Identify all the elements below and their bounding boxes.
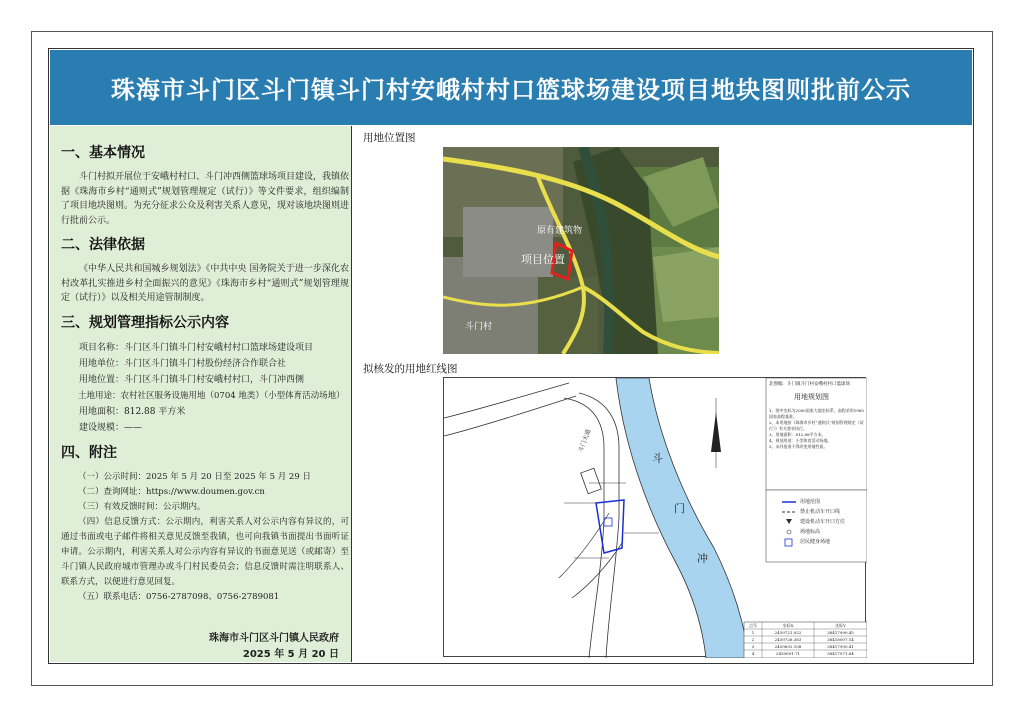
river-char: 冲 <box>697 552 708 565</box>
indicator-item: 用地单位：斗门区斗门镇斗门村股份经济合作联合社 <box>79 358 287 369</box>
legend-note: 3、用地面积：812.88平方米。 <box>769 432 826 437</box>
section-legal-text: 《中华人民共和国城乡规划法》《中共中央 国务院关于进一步深化农村改革扎实推进乡村全面振兴的意见》《珠海市乡村“通则式”规划管理规定（试行）》以及相关用途管制制度。 <box>61 264 349 303</box>
legend-item: 建设机动车开口方位 <box>800 519 846 525</box>
notice-text-panel <box>50 126 352 662</box>
indicator-item: 建设规模：—— <box>79 422 143 433</box>
legend-note: 1、图中坐标为2000国家大地坐标系，高程采用1985国家高程基准。 <box>769 408 864 419</box>
river-area <box>616 378 749 658</box>
note-item: （一）公示时间：2025 年 5 月 20 日至 2025 年 5 月 29 日 <box>78 471 311 482</box>
redline-map-label: 拟核发的用地红线图 <box>363 363 458 375</box>
note-item: （三）有效反馈时间：公示期内。 <box>78 501 206 512</box>
coordinate-table <box>744 622 867 657</box>
section-indicators-heading: 三、规划管理指标公示内容 <box>61 314 229 331</box>
legend-note: 4、规划用途：小型体育活动场地。 <box>769 438 832 443</box>
table-row: 4 2459691.71 38417971.64 <box>751 651 854 656</box>
legend-item: 居民健身场地 <box>800 539 831 545</box>
signature-date: 2025 年 5 月 20 日 <box>242 649 339 660</box>
legend-item: 禁止机动车开口线 <box>800 509 841 515</box>
indicator-item: 用地位置：斗门区斗门镇斗门村安峨村村口，斗门冲西侧 <box>79 374 305 385</box>
indicator-item: 土地用途：农村社区服务设施用地（0704 地类）（小型体育活动场地） <box>78 390 345 401</box>
page-title: 珠海市斗门区斗门镇斗门村安峨村村口篮球场建设项目地块图则批前公示 <box>111 76 911 104</box>
note-item: （五）联系电话：0756-2787098、0756-2789081 <box>78 591 280 602</box>
site-boundary <box>596 500 624 553</box>
location-map-label: 用地位置图 <box>363 132 416 144</box>
legend-note: 2、本用地按《珠海市乡村“通则式”规划管理规定（试行）》有关要求执行。 <box>769 420 864 431</box>
location-map <box>443 147 719 354</box>
table-row: 1 2459721.922 38417990.45 <box>751 630 854 635</box>
legend-items <box>800 497 845 547</box>
legend-header: 北图幅：斗门镇斗门村安峨村村口篮球场 <box>769 382 850 387</box>
table-row: 点号 坐标X 坐标Y <box>749 623 846 628</box>
building-label: 原有建筑物 <box>537 226 583 236</box>
project-label: 项目位置 <box>521 253 565 266</box>
table-row: 3 2459692.108 38417990.41 <box>751 644 854 649</box>
river-char: 门 <box>674 502 685 515</box>
title-banner <box>50 50 972 125</box>
road-label: 斗门大道 <box>577 428 593 454</box>
legend-note: 5、未经批准不得改变用地性质。 <box>769 444 828 449</box>
signature-block <box>209 631 339 663</box>
legend-item: 用地范围 <box>800 499 821 505</box>
section-notes-heading: 四、附注 <box>61 444 117 461</box>
redline-map <box>443 377 866 657</box>
section-basic-text: 斗门村拟开展位于安峨村村口、斗门冲西侧篮球场项目建设，我镇依据《珠海市乡村“通则式”规划管理规定（试行）》等文件要求，组织编制了项目地块图则。为充分征求公众及利害关系人意见，现对该地块图则进行批前公示。 <box>61 172 350 226</box>
note-item: （二）查询网址：https://www.doumen.gov.cn <box>78 486 265 497</box>
legend-title: 用地规划图 <box>794 393 829 401</box>
section-basic-heading: 一、基本情况 <box>61 145 145 161</box>
indicator-list <box>61 340 349 436</box>
section-legal-heading: 二、法律依据 <box>61 237 145 253</box>
legend-notes <box>769 408 864 450</box>
village-label: 斗门村 <box>465 322 493 332</box>
indicator-item: 用地面积：812.88 平方米 <box>79 406 186 417</box>
river-char: 斗 <box>652 452 663 465</box>
legend-item: 场地标高 <box>800 529 821 535</box>
note-item: （四）信息反馈方式：公示期内，利害关系人对公示内容有异议的，可通过书面或电子邮件将相关意见反馈至我镇，也可向我镇书面提出书面听证申请。公示期内，利害关系人对公示内容有异议的书面意见送（或邮寄）至斗门镇人民政府城市管理办或斗门村民委员会；信息反馈时需注明联系人、联系方式，以便进行意见回复。 <box>61 516 349 587</box>
notes-list <box>61 470 349 605</box>
table-row: 2 2459726.363 38418007.14 <box>751 637 854 642</box>
signature-org: 珠海市斗门区斗门镇人民政府 <box>209 633 339 644</box>
indicator-item: 项目名称：斗门区斗门镇斗门村安峨村村口篮球场建设项目 <box>79 342 314 353</box>
